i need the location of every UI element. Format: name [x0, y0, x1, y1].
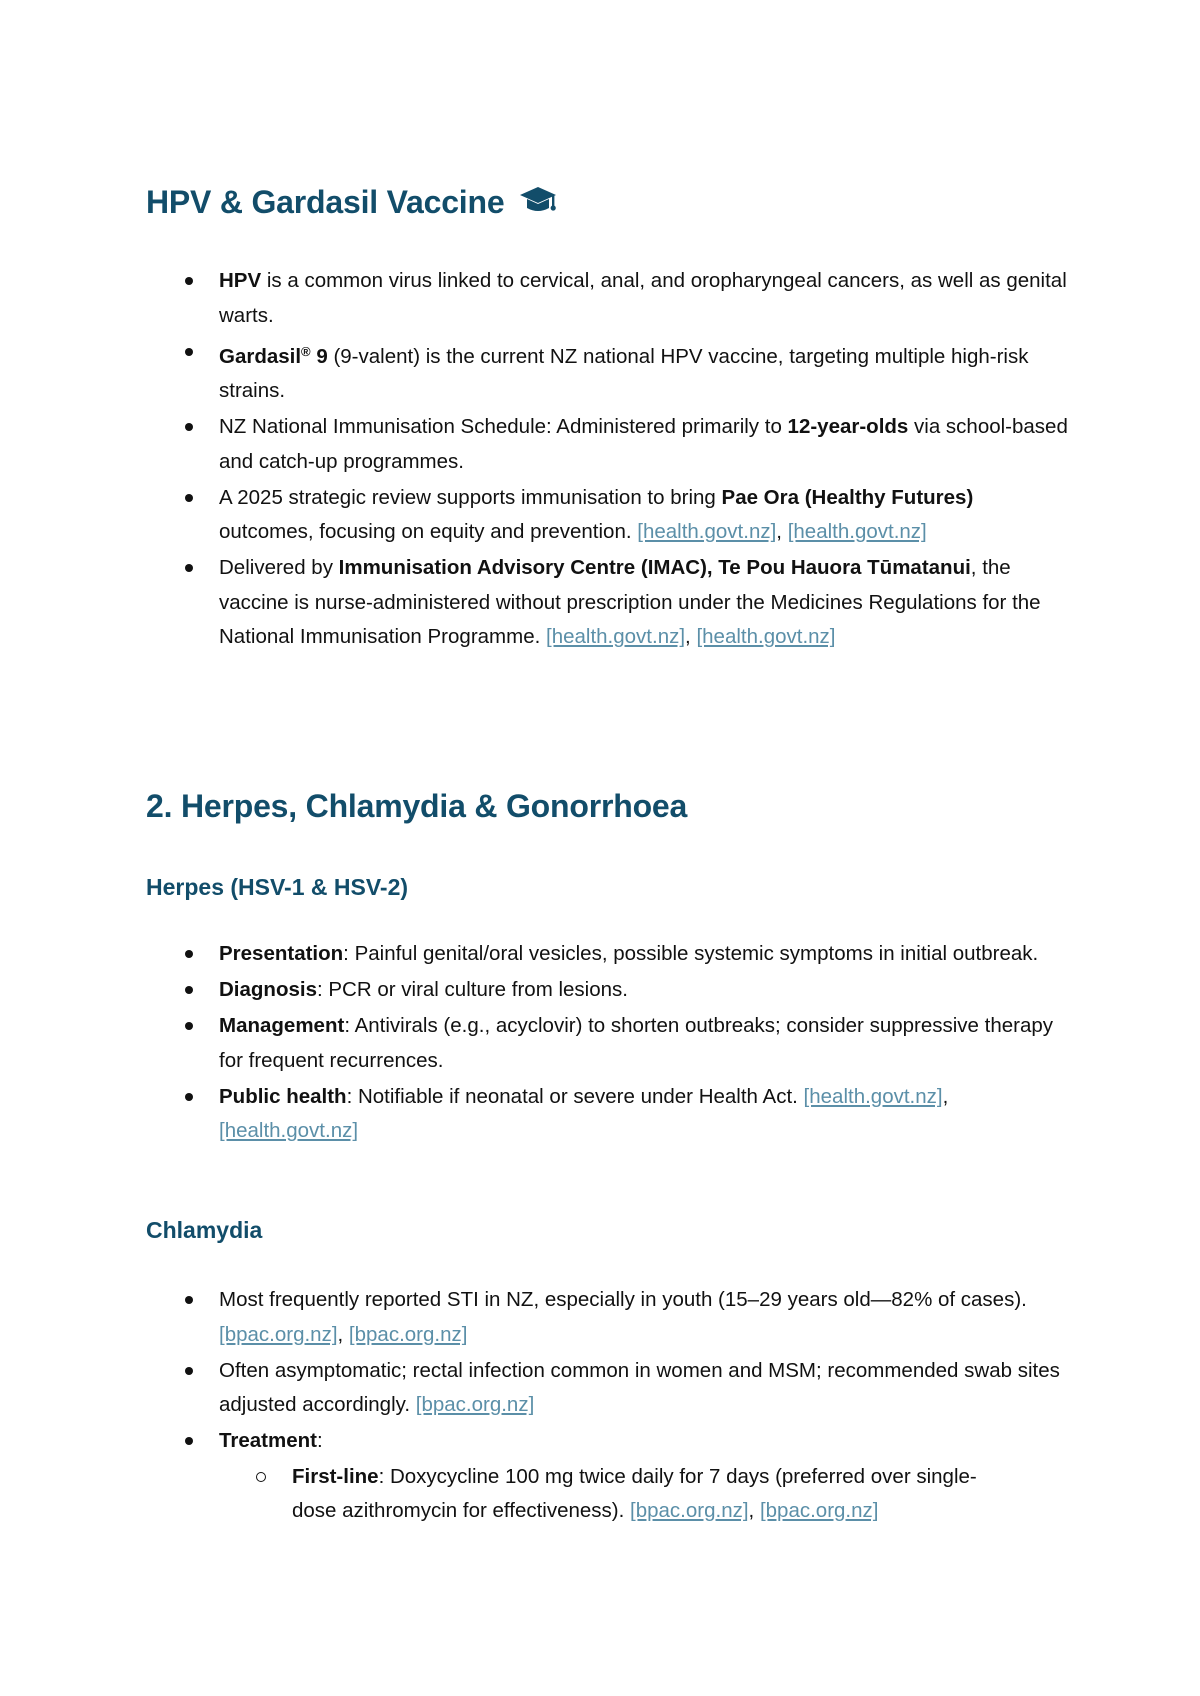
- source-link[interactable]: [health.govt.nz]: [696, 625, 836, 648]
- bullet-dot: [185, 423, 193, 431]
- list-item: [0, 1424, 1071, 1529]
- bold-term: Immunisation Advisory Centre (IMAC), Te Pou Hauora Tūmatanui: [338, 556, 971, 579]
- bullet-dot: [185, 1367, 193, 1375]
- hpv-bullet-list: [0, 264, 1200, 656]
- bold-term: Presentation: [219, 942, 344, 965]
- list-item: [0, 1080, 1071, 1149]
- bold-term: Public health: [219, 1084, 347, 1108]
- list-item: [0, 1354, 1071, 1423]
- bold-term: 12-year-olds: [787, 415, 909, 438]
- item-text: (9-valent) is the current NZ national HPV vaccine, targeting multiple high-risk strains.: [219, 344, 1029, 402]
- chlamydia-bullet-list: [0, 1283, 1200, 1530]
- bold-term: Diagnosis: [219, 978, 317, 1001]
- bullet-dot: [185, 986, 193, 994]
- bold-term: Gardasil: [219, 344, 302, 368]
- list-item: [0, 335, 1071, 409]
- item-text: , the vaccine is nurse-administered without prescription under the Medicines Regulations for the National Immunisation Programme.: [219, 556, 1041, 648]
- source-link[interactable]: [bpac.org.nz]: [219, 1322, 338, 1346]
- list-item: [0, 410, 1071, 479]
- source-link[interactable]: [health.govt.nz]: [637, 520, 777, 543]
- item-text: Delivered by: [219, 556, 339, 579]
- section-hpv-title-text: HPV & Gardasil Vaccine: [146, 184, 505, 220]
- item-text: : PCR or viral culture from lesions.: [316, 978, 628, 1001]
- source-link[interactable]: [health.govt.nz]: [546, 625, 686, 648]
- source-link[interactable]: [health.govt.nz]: [803, 1084, 943, 1108]
- bullet-dot: [185, 950, 193, 958]
- source-link[interactable]: [health.govt.nz]: [219, 1119, 359, 1142]
- item-text: is a common virus linked to cervical, anal, and oropharyngeal cancers, as well as genital warts.: [219, 269, 1067, 327]
- separator: ,: [748, 1499, 760, 1522]
- item-text: : Notifiable if neonatal or severe under Health Act.: [346, 1084, 804, 1108]
- item-text: : Painful genital/oral vesicles, possible systemic symptoms in initial outbreak.: [343, 942, 1039, 965]
- source-link[interactable]: [bpac.org.nz]: [630, 1499, 749, 1522]
- item-text: : Antivirals (e.g., acyclovir) to shorten outbreaks; consider suppressive therapy for frequent recurrences.: [219, 1014, 1054, 1072]
- source-link[interactable]: [bpac.org.nz]: [415, 1393, 535, 1416]
- item-text: NZ National Immunisation Schedule: Administered primarily to: [219, 415, 788, 438]
- section-herpes-chlamydia-title: 2. Herpes, Chlamydia & Gonorrhoea: [146, 788, 688, 824]
- separator: ,: [942, 1084, 949, 1108]
- source-link[interactable]: [bpac.org.nz]: [759, 1499, 879, 1522]
- treatment-sublist: [219, 1460, 1071, 1529]
- bold-term: Treatment: [219, 1429, 317, 1452]
- list-item: [0, 973, 1071, 1008]
- separator: ,: [337, 1322, 349, 1346]
- graduation-cap-icon: [518, 183, 558, 225]
- bold-term: 9: [310, 344, 328, 368]
- item-text: :: [316, 1429, 323, 1452]
- source-link[interactable]: [health.govt.nz]: [787, 520, 927, 543]
- source-link[interactable]: [bpac.org.nz]: [348, 1322, 468, 1346]
- item-text: via school-based and catch-up programmes.: [219, 415, 1068, 473]
- bold-term: Management: [219, 1014, 345, 1037]
- registered-mark: ®: [301, 343, 311, 359]
- bullet-dot: [185, 277, 193, 285]
- list-item: [0, 1283, 1071, 1352]
- bullet-dot: [185, 348, 193, 356]
- herpes-subheading: Herpes (HSV-1 & HSV-2): [146, 874, 409, 900]
- chlamydia-subheading: Chlamydia: [146, 1217, 263, 1243]
- item-text: Most frequently reported STI in NZ, especially in youth (15–29 years old—82% of cases).: [219, 1288, 1027, 1311]
- list-item: [0, 264, 1071, 333]
- item-text: Often asymptomatic; rectal infection common in women and MSM; recommended swab sites adjusted accordingly.: [219, 1358, 1060, 1416]
- sub-bullet-circle: [256, 1472, 266, 1482]
- bullet-dot: [185, 564, 193, 572]
- separator: ,: [776, 520, 788, 543]
- bullet-dot: [185, 1093, 193, 1101]
- bullet-dot: [185, 1437, 193, 1445]
- separator: ,: [685, 625, 697, 648]
- bold-term: Pae Ora (Healthy Futures): [721, 485, 974, 509]
- bullet-dot: [185, 1022, 193, 1030]
- herpes-bullet-list: [0, 937, 1200, 1150]
- list-item: [0, 937, 1071, 972]
- section-hpv-title: [146, 183, 558, 225]
- item-text: A 2025 strategic review supports immunisation to bring: [219, 485, 722, 509]
- item-text: : Doxycycline 100 mg twice daily for 7 days (preferred over single-dose azithromycin for effectiveness).: [292, 1464, 977, 1522]
- bold-term: HPV: [219, 269, 262, 292]
- list-item: [0, 551, 1071, 655]
- bullet-dot: [185, 1296, 193, 1304]
- list-item: [0, 1009, 1071, 1078]
- item-text: outcomes, focusing on equity and prevention.: [219, 520, 638, 543]
- sub-list-item: [219, 1460, 998, 1529]
- bullet-dot: [185, 494, 193, 502]
- bold-term: First-line: [292, 1464, 379, 1488]
- list-item: [0, 481, 1071, 550]
